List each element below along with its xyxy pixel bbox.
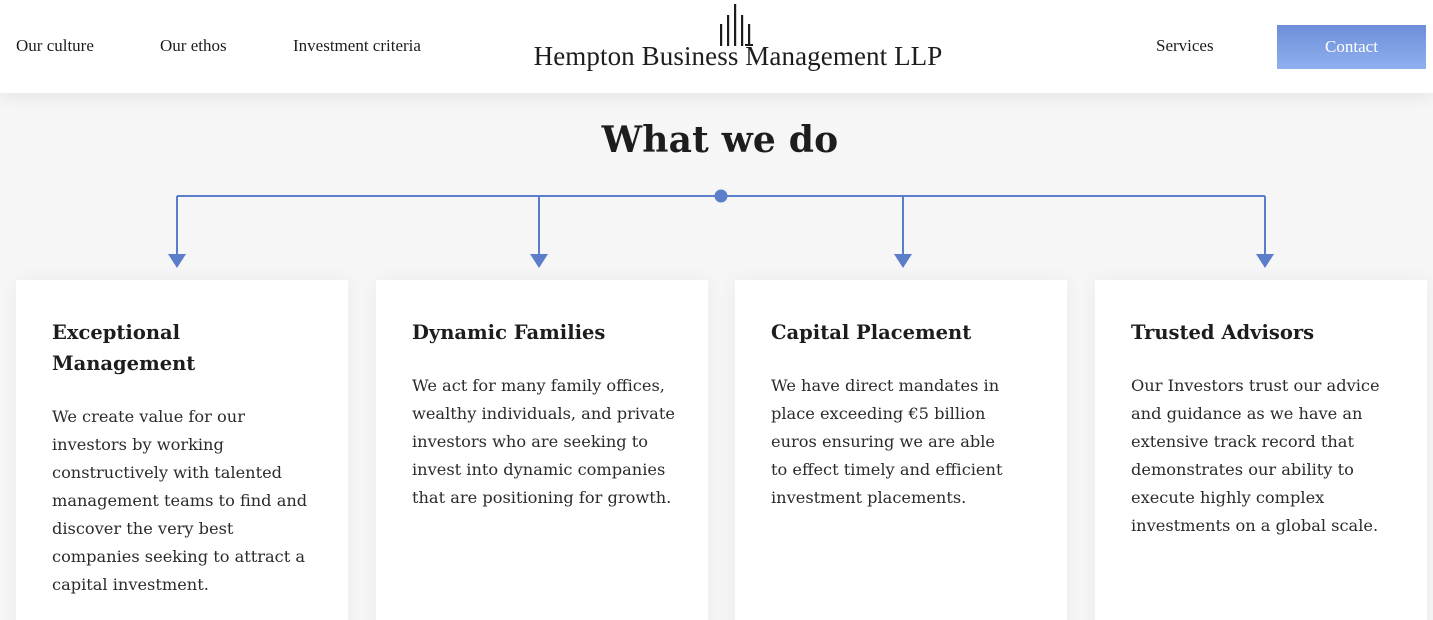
card-trusted-advisors	[1095, 280, 1427, 620]
card-dynamic-families	[376, 280, 708, 620]
card-title: Dynamic Families	[412, 321, 606, 344]
logo-text: Hempton Business Management LLP	[533, 41, 943, 71]
what-we-do-section	[0, 93, 1433, 620]
card-title: Capital Placement	[771, 321, 972, 344]
section-title: What we do	[601, 119, 839, 161]
card-title: Exceptional Management	[52, 321, 196, 375]
card-text: We act for many family offices, wealthy individuals, and private investors who are seeking to invest into dynamic companies that are positioning for growth.	[412, 376, 675, 507]
logo-bars-icon	[716, 2, 756, 46]
card-exceptional-management	[16, 280, 348, 620]
card-text: Our Investors trust our advice and guidance as we have an extensive track record that demonstrates our ability to execute highly complex investments on a global scale.	[1131, 376, 1380, 535]
card-text: We have direct mandates in place exceeding €5 billion euros ensuring we are able to effect timely and efficient investment placements.	[771, 376, 1003, 507]
nav-link-our-culture[interactable]: Our culture	[16, 36, 94, 55]
tree-connector-icon	[0, 93, 1433, 283]
card-title: Trusted Advisors	[1131, 321, 1315, 344]
card-capital-placement	[735, 280, 1067, 620]
contact-button[interactable]: Contact	[1277, 25, 1426, 69]
nav-link-investment-criteria[interactable]: Investment criteria	[293, 36, 421, 55]
site-header	[0, 0, 1433, 93]
nav-link-our-ethos[interactable]: Our ethos	[160, 36, 227, 55]
site-logo[interactable]	[530, 0, 950, 80]
card-text: We create value for our investors by working constructively with talented management teams to find and discover the very best companies seeking to attract a capital investment.	[52, 407, 308, 594]
nav-link-services[interactable]: Services	[1156, 36, 1214, 55]
